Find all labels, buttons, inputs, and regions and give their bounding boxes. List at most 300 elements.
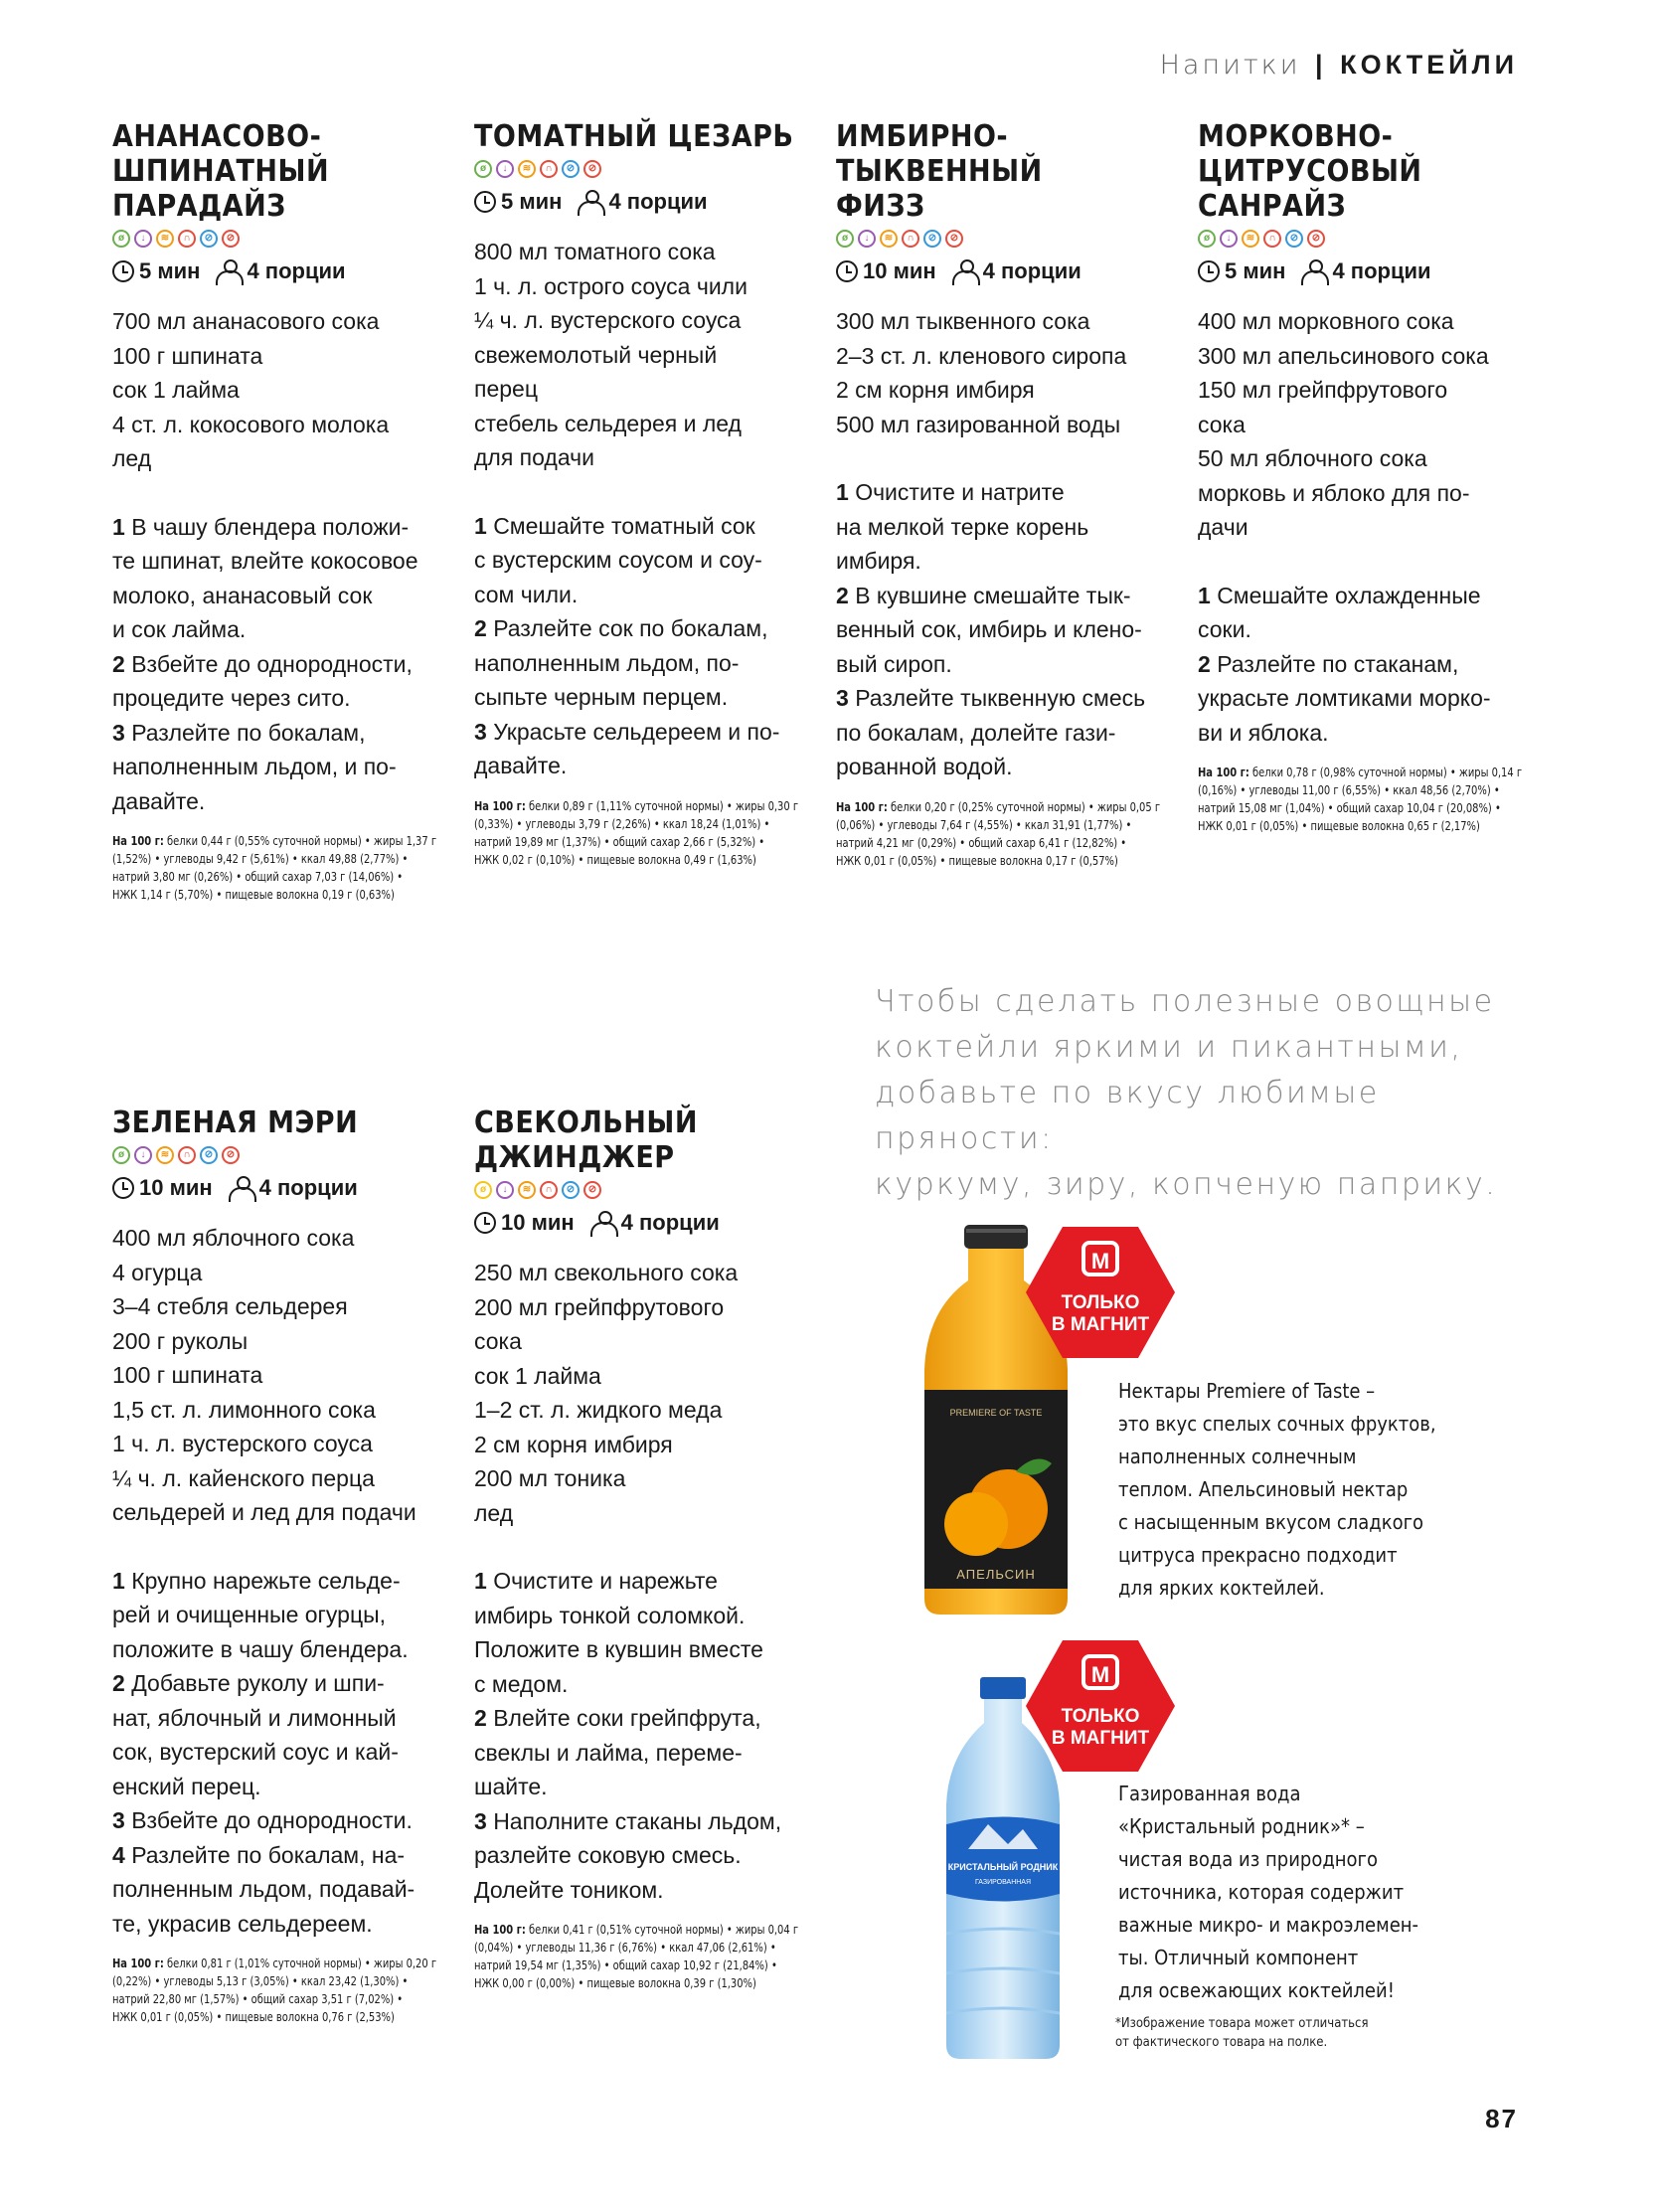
nutrition-label: На 100 г: [836, 799, 888, 814]
step-line [836, 681, 1179, 716]
nutrition-info [474, 1921, 817, 1992]
nutrition-text: НЖК 0,02 г (0,10%) • пищевые волокна 0,49 г (1,63%) [474, 852, 756, 867]
nutrition-info [112, 1955, 455, 2026]
ingredient-item: 250 мл свекольного сока [474, 1260, 739, 1285]
no-sugar-icon: ⊘ [945, 230, 963, 248]
step-text: сок, вустерский соус и кай- [112, 1739, 399, 1765]
step-line [112, 612, 455, 647]
ingredients-list [474, 1256, 817, 1530]
clock-icon [112, 1177, 134, 1199]
nutrition-text: натрий 15,08 мг (1,04%) • общий сахар 10,04 г (20,08%) • [1198, 801, 1501, 815]
ingredient-item: сока [1198, 411, 1246, 437]
step-line [112, 1632, 455, 1667]
steps-list [474, 509, 817, 783]
step-text: наполненным льдом, и по- [112, 754, 397, 779]
step-line [112, 1564, 455, 1599]
ingredient-item: дачи [1198, 514, 1248, 540]
step-text: имбирь тонкой соломкой. [474, 1602, 746, 1628]
step-text: Наполните стаканы льдом, [493, 1807, 782, 1834]
nutrition-text: НЖК 0,01 г (0,05%) • пищевые волокна 0,17 г (0,57%) [836, 853, 1118, 868]
step-text: Разлейте тыквенную смесь [855, 685, 1146, 711]
step-line [474, 680, 817, 715]
step-line [474, 1632, 817, 1667]
recipe-portions: 4 порции [258, 1175, 358, 1200]
ingredients-list [112, 1221, 455, 1530]
person-icon [227, 1176, 256, 1200]
nutrition-line [1198, 817, 1541, 835]
recipe-title-line: САНРАЙЗ [1198, 189, 1347, 224]
step-text: Разлейте по бокалам, на- [131, 1841, 406, 1868]
step-text: Смешайте томатный сок [493, 512, 755, 539]
water-text-line: «Кристальный родник»* – [1118, 1814, 1365, 1838]
step-line [474, 509, 817, 544]
step-text: давайте. [474, 753, 568, 778]
badge-line: ТОЛЬКО [1061, 1706, 1140, 1727]
step-number: 2 [474, 1705, 487, 1731]
step-line [474, 1701, 817, 1736]
step-text: Очистите и натрите [855, 479, 1065, 505]
step-line [474, 1873, 817, 1908]
recipe-card [836, 119, 1179, 870]
tip-line: добавьте по вкусу любимые пряности: [875, 1076, 1380, 1156]
nectar-text-line: Нектары Premiere of Taste – [1118, 1379, 1376, 1403]
step-text: с медом. [474, 1670, 569, 1697]
ingredient-item: 4 ст. л. кокосового молока [112, 411, 390, 437]
diet-icons [474, 1181, 817, 1201]
step-number: 1 [836, 479, 849, 505]
lactose-free-icon: ⊘ [200, 1146, 218, 1164]
ingredient-item: сок 1 лайма [474, 1362, 601, 1389]
no-sugar-icon: ⊘ [222, 1146, 240, 1164]
nut-free-icon: ∩ [540, 1181, 558, 1199]
water-description [1118, 1778, 1418, 2007]
step-text: процедите через сито. [112, 685, 351, 711]
recipe-portions: 4 порции [1332, 258, 1431, 283]
nectar-description [1118, 1375, 1436, 1605]
step-line [474, 715, 817, 750]
step-text: сом чили. [474, 581, 579, 607]
nutrition-text: натрий 19,54 мг (1,35%) • общий сахар 10,92 г (21,84%) • [474, 1958, 777, 1972]
recipe-time: 10 мин [863, 258, 936, 283]
magnit-logo-letter: М [1090, 1662, 1110, 1687]
ingredient-item: морковь и яблоко для по- [1198, 479, 1470, 506]
leaf-icon: ø [836, 230, 854, 248]
ingredient-item: лед [474, 1499, 514, 1526]
nutrition-text: (0,22%) • углеводы 5,13 г (3,05%) • ккал 23,42 (1,30%) • [112, 1974, 409, 1988]
ingredient-item: 500 мл газированной воды [836, 411, 1121, 437]
recipe-title-line: ТОМАТНЫЙ ЦЕЗАРЬ [474, 119, 794, 154]
leaf-icon: ø [474, 1181, 492, 1199]
ingredient-item: 1,5 ст. л. лимонного сока [112, 1396, 376, 1423]
recipe-time: 10 мин [139, 1175, 213, 1200]
water-text-line: источника, которая содержит [1118, 1880, 1405, 1904]
clock-icon [474, 191, 496, 213]
leaf-icon: ø [112, 1146, 130, 1164]
step-line [112, 1735, 455, 1770]
ingredient-item: 50 мл яблочного сока [1198, 445, 1427, 471]
recipe-meta [474, 187, 817, 217]
leaf-icon: ø [474, 160, 492, 178]
nutrition-line [112, 850, 455, 868]
nutrition-text: натрий 22,80 мг (1,57%) • общий сахар 3,51 г (7,02%) • [112, 1992, 404, 2006]
disclaimer-line: *Изображение товара может отличаться [1115, 2016, 1369, 2031]
step-text: сыпьте черным перцем. [474, 684, 729, 710]
nectar-bottle-flavor: АПЕЛЬСИН [956, 1567, 1036, 1582]
step-text: и сок лайма. [112, 616, 247, 642]
step-number: 2 [112, 1670, 125, 1696]
badge-line: В МАГНИТ [1051, 1728, 1150, 1749]
step-number: 1 [112, 1567, 125, 1594]
gluten-free-icon: ↓ [496, 160, 514, 178]
nutrition-line [474, 797, 817, 815]
nutrition-info [112, 832, 455, 904]
tip-line: куркуму, зиру, копченую паприку. [875, 1167, 1498, 1202]
nutrition-line [112, 868, 455, 886]
recipe-portions: 4 порции [620, 1210, 720, 1235]
nutrition-text: белки 0,20 г (0,25% суточной нормы) • жиры 0,05 г [890, 799, 1161, 814]
step-line [112, 716, 455, 751]
nectar-bottle-brand: PREMIERE OF TASTE [949, 1408, 1043, 1418]
step-line [112, 1907, 455, 1942]
magnit-logo-letter: М [1090, 1249, 1110, 1274]
step-text: шайте. [474, 1774, 548, 1799]
page-number: 87 [1485, 2104, 1518, 2133]
diet-icons [1198, 230, 1541, 250]
recipe-meta [836, 256, 1179, 286]
step-line [836, 475, 1179, 510]
nutrition-text: НЖК 1,14 г (5,70%) • пищевые волокна 0,19 г (0,63%) [112, 888, 395, 902]
step-number: 3 [474, 718, 487, 745]
recipe-time: 10 мин [501, 1210, 575, 1235]
ingredient-item: ¼ ч. л. вустерского соуса [474, 307, 742, 333]
diet-icons [474, 160, 817, 180]
step-line [112, 510, 455, 545]
step-line [1198, 647, 1541, 682]
person-icon [576, 190, 605, 214]
step-line [474, 1564, 817, 1599]
recipe-title [474, 1106, 817, 1175]
step-number: 2 [112, 650, 125, 677]
nutrition-text: белки 0,81 г (1,01% суточной нормы) • жиры 0,20 г [166, 1957, 437, 1970]
step-line [474, 1736, 817, 1771]
gluten-free-icon: ↓ [496, 1181, 514, 1199]
recipe-title-line: МОРКОВНО-ЦИТРУСОВЫЙ [1198, 119, 1422, 189]
nutrition-text: (1,52%) • углеводы 9,42 г (5,61%) • ккал 49,88 (2,77%) • [112, 852, 409, 866]
ingredients-list [112, 304, 455, 476]
step-text: те шпинат, влейте кокосовое [112, 548, 418, 574]
leaf-icon: ø [112, 230, 130, 248]
ingredient-item: 700 мл ананасового сока [112, 308, 380, 334]
nutrition-line [474, 1974, 817, 1992]
step-line [474, 1599, 817, 1633]
steps-list [112, 510, 455, 819]
person-icon [588, 1211, 618, 1235]
nectar-text-line: теплом. Апельсиновый нектар [1118, 1477, 1409, 1501]
ingredient-item: 100 г шпината [112, 342, 263, 369]
wheat-free-icon: ≋ [156, 1146, 174, 1164]
wheat-free-icon: ≋ [880, 230, 898, 248]
nutrition-line [474, 1921, 817, 1939]
wheat-free-icon: ≋ [156, 230, 174, 248]
step-text: Украсьте сельдереем и по- [493, 718, 780, 745]
no-sugar-icon: ⊘ [583, 1181, 601, 1199]
wheat-free-icon: ≋ [518, 1181, 536, 1199]
steps-list [836, 475, 1179, 784]
step-line [112, 1666, 455, 1701]
nutrition-line [474, 833, 817, 851]
nutrition-text: белки 0,44 г (0,55% суточной нормы) • жиры 1,37 г [166, 834, 437, 848]
step-line [474, 1667, 817, 1702]
nutrition-line [836, 852, 1179, 870]
step-number: 1 [112, 513, 125, 540]
step-text: разлейте соковую смесь. [474, 1842, 742, 1868]
water-bottle-label: КРИСТАЛЬНЫЙ РОДНИК [947, 1862, 1059, 1872]
nutrition-line [1198, 781, 1541, 799]
step-line [112, 784, 455, 819]
step-line [474, 578, 817, 612]
diet-icons [112, 1146, 455, 1166]
recipe-meta [1198, 256, 1541, 286]
step-text: соки. [1198, 616, 1251, 642]
lactose-free-icon: ⊘ [562, 1181, 580, 1199]
step-number: 2 [836, 582, 849, 608]
step-line [112, 1803, 455, 1838]
steps-list [474, 1564, 817, 1907]
recipe-card [1198, 119, 1541, 835]
badge-line: ТОЛЬКО [1061, 1292, 1140, 1313]
step-line [112, 1838, 455, 1873]
step-line [1198, 579, 1541, 613]
ingredient-item: для подачи [474, 444, 594, 470]
ingredient-item: 100 г шпината [112, 1362, 263, 1388]
step-text: на мелкой терке корень [836, 513, 1089, 540]
page-header [1160, 50, 1518, 81]
ingredient-item: сок 1 лайма [112, 377, 240, 403]
step-number: 1 [474, 512, 487, 539]
step-text: ви и яблока. [1198, 719, 1329, 746]
nutrition-line [474, 1939, 817, 1957]
step-text: венный сок, имбирь и клено- [836, 616, 1142, 642]
nutrition-line [474, 815, 817, 833]
recipe-title-line: ПАРАДАЙЗ [112, 189, 286, 224]
step-text: Положите в кувшин вместе [474, 1636, 763, 1662]
step-number: 3 [112, 719, 125, 746]
recipe-meta [112, 256, 455, 286]
gluten-free-icon: ↓ [1220, 230, 1238, 248]
nut-free-icon: ∩ [540, 160, 558, 178]
person-icon [1299, 259, 1329, 283]
recipe-title [836, 119, 1179, 224]
step-line [474, 543, 817, 578]
nutrition-text: белки 0,41 г (0,51% суточной нормы) • жиры 0,04 г [528, 1923, 799, 1937]
nutrition-text: натрий 4,21 мг (0,29%) • общий сахар 6,41 г (12,82%) • [836, 835, 1127, 850]
step-text: Взбейте до однородности, [131, 650, 413, 677]
step-line [836, 579, 1179, 613]
spice-tip [875, 979, 1531, 1208]
step-line [1198, 612, 1541, 647]
step-text: с вустерским соусом и соу- [474, 547, 762, 573]
magnit-exclusive-badge [1026, 1227, 1175, 1358]
water-text-line: чистая вода из природного [1118, 1847, 1379, 1871]
nut-free-icon: ∩ [178, 1146, 196, 1164]
gluten-free-icon: ↓ [858, 230, 876, 248]
lactose-free-icon: ⊘ [562, 160, 580, 178]
ingredient-item: сельдерей и лед для подачи [112, 1499, 416, 1525]
nutrition-text: (0,04%) • углеводы 11,36 г (6,76%) • ккал 47,06 (2,61%) • [474, 1941, 776, 1955]
ingredient-item: перец [474, 376, 539, 402]
step-text: Крупно нарежьте сельде- [131, 1567, 401, 1594]
step-line [474, 1770, 817, 1804]
steps-list [1198, 579, 1541, 751]
section-name: Напитки [1159, 50, 1301, 81]
nutrition-info [474, 797, 817, 869]
nutrition-line [474, 851, 817, 869]
recipe-title-line: ЗЕЛЕНАЯ МЭРИ [112, 1106, 359, 1140]
steps-list [112, 1564, 455, 1942]
recipe-card [112, 1106, 455, 2026]
step-line [836, 544, 1179, 579]
step-text: енский перец. [112, 1773, 261, 1799]
step-line [474, 1838, 817, 1873]
step-text: Добавьте руколу и шпи- [131, 1670, 385, 1696]
step-line [836, 716, 1179, 751]
step-line [1198, 716, 1541, 751]
nutrition-line [1198, 764, 1541, 781]
lactose-free-icon: ⊘ [200, 230, 218, 248]
nectar-text-line: это вкус спелых сочных фруктов, [1118, 1412, 1436, 1436]
ingredient-item: 400 мл яблочного сока [112, 1225, 355, 1251]
diet-icons [836, 230, 1179, 250]
nutrition-text: натрий 3,80 мг (0,26%) • общий сахар 7,03 г (14,06%) • [112, 870, 404, 884]
nutrition-text: белки 0,78 г (0,98% суточной нормы) • жиры 0,14 г [1251, 766, 1523, 779]
nutrition-text: (0,06%) • углеводы 7,64 г (4,55%) • ккал 31,91 (1,77%) • [836, 817, 1132, 832]
ingredient-item: 3–4 стебля сельдерея [112, 1293, 348, 1319]
step-text: Разлейте по стаканам, [1217, 650, 1459, 677]
nutrition-text: НЖК 0,00 г (0,00%) • пищевые волокна 0,39 г (1,30%) [474, 1976, 756, 1990]
nutrition-line [112, 1955, 455, 1972]
step-line [112, 647, 455, 682]
badge-line: В МАГНИТ [1051, 1314, 1150, 1335]
step-text: положите в чашу блендера. [112, 1635, 409, 1662]
badge-label [1026, 1292, 1175, 1336]
nutrition-line [836, 816, 1179, 834]
recipe-title-line: ФИЗЗ [836, 189, 925, 224]
nutrition-line [112, 886, 455, 904]
badge-label [1026, 1706, 1175, 1750]
nutrition-label: На 100 г: [474, 1923, 526, 1937]
nectar-text-line: наполненных солнечным [1118, 1445, 1357, 1468]
nectar-text-line: для ярких коктейлей. [1118, 1576, 1325, 1600]
ingredient-item: 1 ч. л. вустерского соуса [112, 1431, 373, 1456]
step-line [836, 612, 1179, 647]
water-bottle-sub: ГАЗИРОВАННАЯ [974, 1879, 1032, 1886]
ingredient-item: ¼ ч. л. кайенского перца [112, 1464, 375, 1491]
header-separator: | [1315, 50, 1326, 80]
recipe-title-line: ИМБИРНО-ТЫКВЕННЫЙ [836, 119, 1043, 189]
recipe-title [112, 1106, 455, 1140]
step-text: В чашу блендера положи- [131, 513, 410, 540]
step-text: Влейте соки грейпфрута, [493, 1705, 761, 1731]
step-number: 1 [1198, 582, 1211, 608]
clock-icon [474, 1212, 496, 1234]
step-text: свеклы и лайма, переме- [474, 1739, 743, 1766]
clock-icon [1198, 260, 1220, 282]
step-text: нат, яблочный и лимонный [112, 1704, 397, 1731]
ingredient-item: 4 огурца [112, 1259, 203, 1285]
recipe-title-line: АНАНАСОВО-ШПИНАТНЫЙ [112, 119, 330, 189]
ingredient-item: 150 мл грейпфрутового [1198, 377, 1448, 403]
step-text: давайте. [112, 787, 206, 814]
leaf-icon: ø [1198, 230, 1216, 248]
nutrition-line [1198, 799, 1541, 817]
step-line [112, 1770, 455, 1804]
ingredient-item: свежемолотый черный [474, 341, 718, 368]
nutrition-text: (0,33%) • углеводы 3,79 г (2,26%) • ккал 18,24 (1,01%) • [474, 816, 770, 831]
no-sugar-icon: ⊘ [222, 230, 240, 248]
recipe-title [474, 119, 817, 154]
nutrition-line [836, 798, 1179, 816]
recipe-card [474, 119, 817, 869]
ingredient-item: 800 мл томатного сока [474, 239, 716, 264]
nutrition-label: На 100 г: [112, 834, 164, 848]
lactose-free-icon: ⊘ [1285, 230, 1303, 248]
step-text: Очистите и нарежьте [493, 1568, 718, 1594]
recipe-portions: 4 порции [247, 258, 346, 283]
recipe-title [112, 119, 455, 224]
nutrition-line [112, 1990, 455, 2008]
nutrition-line [112, 2008, 455, 2026]
nutrition-line [836, 834, 1179, 852]
step-line [112, 1598, 455, 1632]
step-line [836, 510, 1179, 545]
recipe-title [1198, 119, 1541, 224]
step-line [474, 749, 817, 783]
step-number: 1 [474, 1568, 487, 1594]
nutrition-line [474, 1957, 817, 1974]
step-text: Взбейте до однородности. [131, 1807, 413, 1833]
gluten-free-icon: ↓ [134, 1146, 152, 1164]
step-line [474, 611, 817, 646]
clock-icon [836, 260, 858, 282]
lactose-free-icon: ⊘ [923, 230, 941, 248]
recipe-meta [112, 1173, 455, 1203]
step-number: 2 [1198, 650, 1211, 677]
step-line [1198, 681, 1541, 716]
ingredients-list [836, 304, 1179, 441]
nut-free-icon: ∩ [902, 230, 919, 248]
step-line [836, 750, 1179, 784]
ingredient-item: 200 мл тоника [474, 1465, 626, 1491]
recipe-time: 5 мин [1225, 258, 1286, 283]
ingredient-item: 1 ч. л. острого соуса чили [474, 272, 748, 299]
ingredient-item: лед [112, 445, 152, 471]
nutrition-line [112, 832, 455, 850]
ingredient-item: 2 см корня имбиря [836, 377, 1035, 403]
ingredient-item: сока [474, 1328, 522, 1354]
nutrition-info [836, 798, 1179, 870]
ingredient-item: 2 см корня имбиря [474, 1431, 673, 1457]
ingredient-item: 200 мл грейпфрутового [474, 1293, 725, 1320]
recipe-portions: 4 порции [982, 258, 1081, 283]
step-line [112, 1701, 455, 1736]
step-text: молоко, ананасовый сок [112, 582, 373, 608]
nutrition-info [1198, 764, 1541, 835]
step-number: 4 [112, 1841, 125, 1868]
recipe-portions: 4 порции [608, 189, 708, 214]
step-text: рованной водой. [836, 754, 1013, 779]
clock-icon [112, 260, 134, 282]
ingredients-list [474, 235, 817, 475]
